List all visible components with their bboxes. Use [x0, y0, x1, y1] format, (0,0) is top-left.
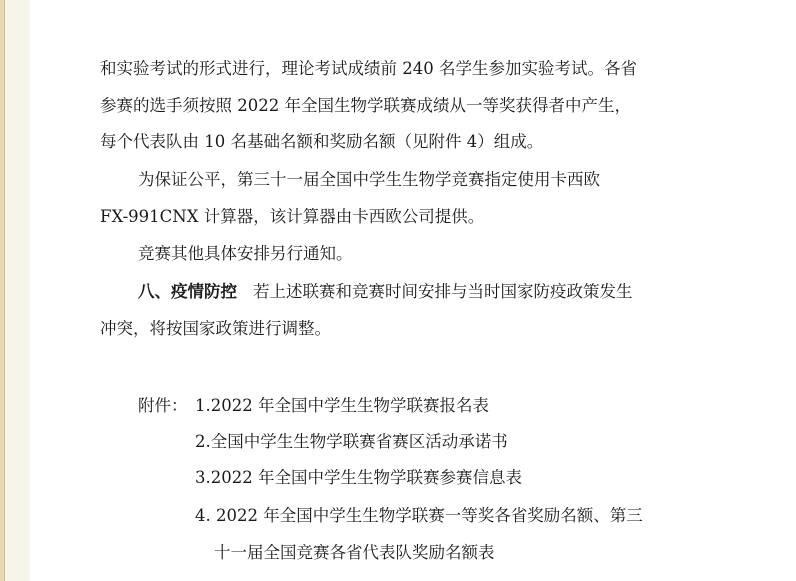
paragraph-2-line-1: 为保证公平，第三十一届全国中学生生物学竞赛指定使用卡西欧: [138, 170, 600, 189]
attachment-item-4-line-1: 4. 2022 年全国中学生生物学联赛一等奖各省奖励名额、第三: [195, 506, 643, 525]
section-8-heading: 八、疫情防控: [138, 282, 237, 301]
paragraph-1-line-2: 参赛的选手须按照 2022 年全国生物学联赛成绩从一等奖获得者中产生，: [100, 96, 631, 115]
section-8-text: 若上述联赛和竞赛时间安排与当时国家防疫政策发生: [253, 282, 633, 301]
section-8-line-1: [138, 281, 633, 303]
paragraph-3-line-1: 竞赛其他具体安排另行通知。: [138, 244, 353, 263]
section-8-line-2: 冲突，将按国家政策进行调整。: [100, 319, 331, 338]
attachment-item-1: 1.2022 年全国中学生生物学联赛报名表: [195, 396, 489, 415]
paragraph-1-line-3: 每个代表队由 10 名基础名额和奖励名额（见附件 4）组成。: [100, 132, 544, 151]
attachment-item-3: 3.2022 年全国中学生生物学联赛参赛信息表: [195, 468, 522, 487]
document-page: [30, 0, 796, 581]
left-page-edge: [0, 0, 5, 581]
paragraph-1-line-1: [100, 58, 716, 80]
attachment-item-4-line-2: 十一届全国竞赛各省代表队奖励名额表: [214, 543, 495, 562]
attachments-label: 附件：: [138, 396, 188, 415]
p1-line1-text: 和实验考试的形式进行，理论考试成绩前 240 名学生参加实验考试。各省: [100, 59, 637, 78]
paragraph-2-line-2: FX-991CNX 计算器，该计算器由卡西欧公司提供。: [100, 207, 485, 226]
attachment-item-2: 2.全国中学生生物学联赛省赛区活动承诺书: [195, 432, 508, 451]
